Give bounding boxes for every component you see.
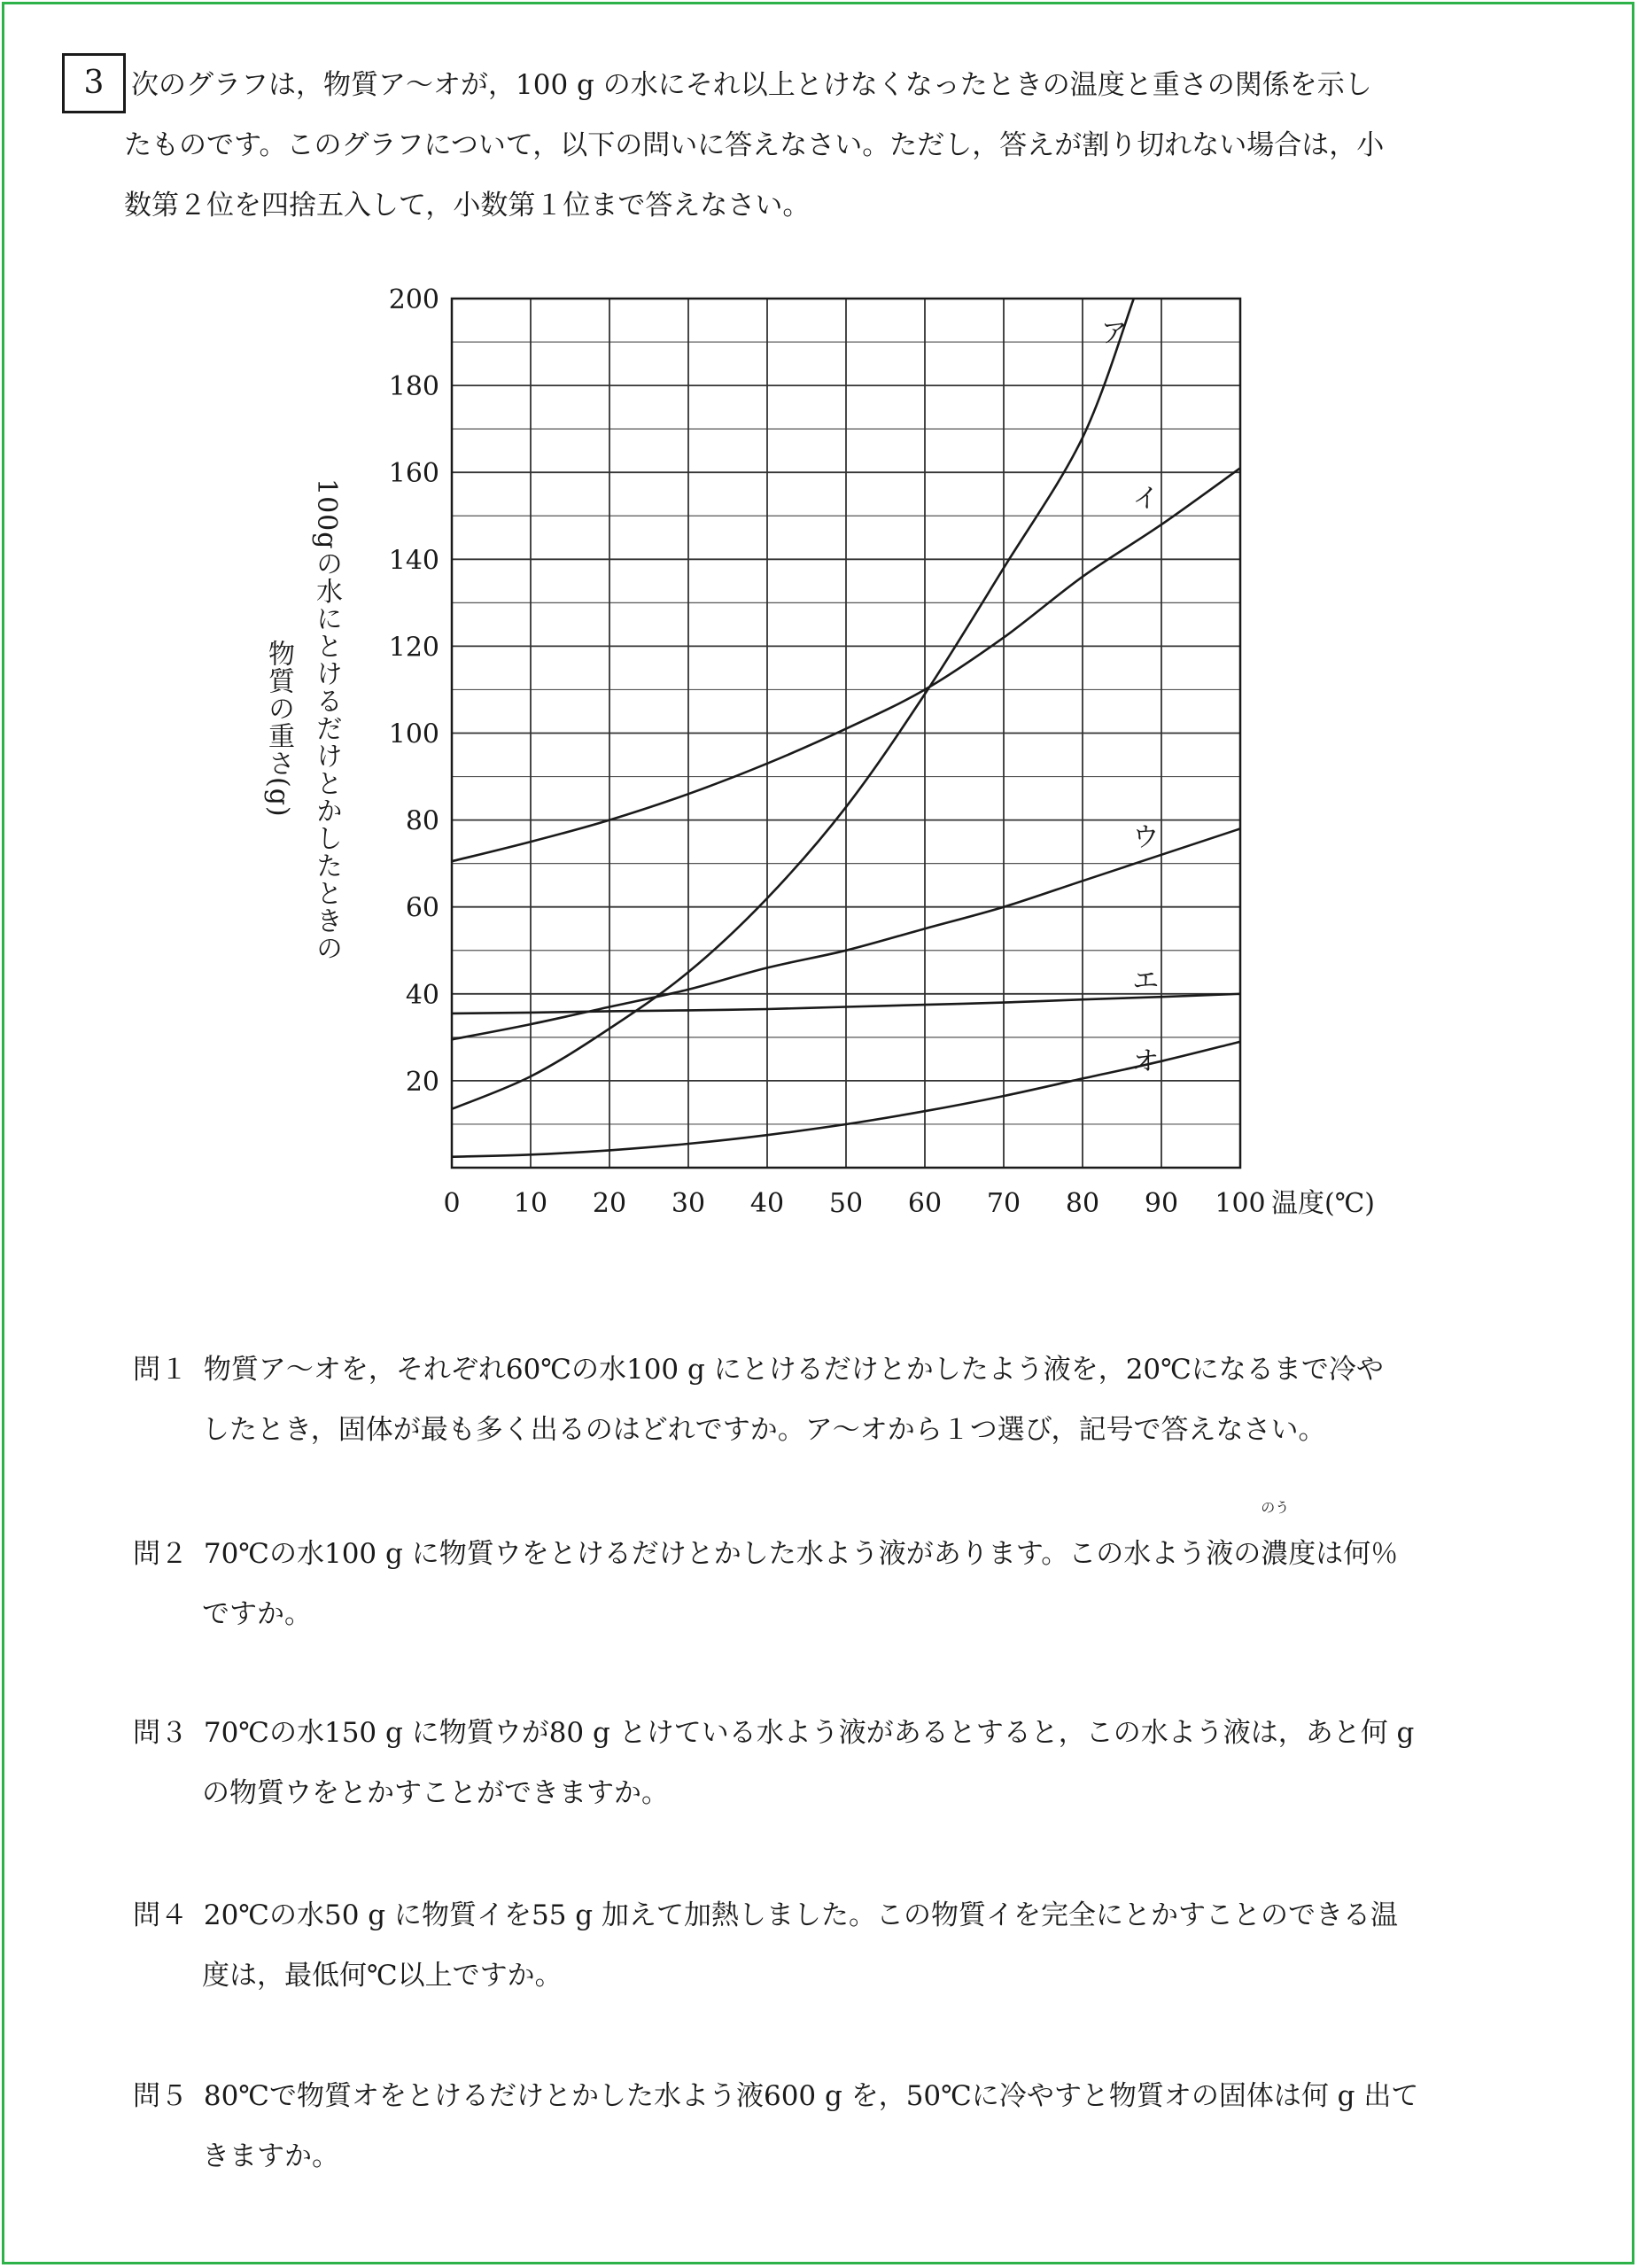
y-tick-label: 100: [388, 718, 439, 750]
question-5: [133, 2066, 1550, 2186]
question-4-line-1: 20℃の水50 g に物質イを55 g 加えて加熱しました。この物質イを完全にとかすことのできる温: [203, 1899, 1398, 1931]
x-tick-label: 50: [828, 1188, 864, 1219]
question-1-label: 問１: [133, 1354, 188, 1386]
intro-line-3: 数第２位を四捨五入して，小数第１位まで答えなさい。: [124, 190, 811, 221]
question-4-line-2: 度は，最低何℃以上ですか。: [202, 1960, 563, 1992]
x-tick-label: 80: [1065, 1188, 1100, 1219]
question-2-line-2: ですか。: [202, 1598, 312, 1630]
intro-line-2: たものです。このグラフについて，以下の問いに答えなさい。ただし，答えが割り切れない場合は，小: [124, 129, 1385, 161]
question-2-line-1-post: 度は何％: [1288, 1538, 1399, 1570]
y-tick-label: 20: [405, 1066, 439, 1098]
x-tick-label: 90: [1144, 1188, 1179, 1219]
intro-line-1: 次のグラフは，物質ア～オが，100 g の水にそれ以上とけなくなったときの温度と重さの関係を示し: [131, 69, 1372, 101]
y-tick-label: 180: [388, 371, 439, 403]
question-3-line-2: の物質ウをとかすことができますか。: [202, 1777, 669, 1809]
question-5-line-2: きますか。: [202, 2140, 339, 2172]
question-2-line-1-pre: 70℃の水100 g に物質ウをとけるだけとかした水よう液があります。この水よう液の: [203, 1538, 1261, 1570]
x-axis-label: 温度(℃): [1271, 1188, 1375, 1219]
x-tick-label: 20: [592, 1188, 627, 1219]
x-tick-label: 60: [907, 1188, 943, 1219]
y-tick-label: 80: [405, 805, 439, 837]
question-5-label: 問５: [133, 2080, 188, 2112]
x-tick-label: 0: [443, 1188, 461, 1219]
ruby-character: [1261, 1499, 1290, 1584]
question-2-label: 問２: [133, 1538, 188, 1570]
series-line-1: [452, 299, 1134, 1109]
question-number-box: 3: [62, 53, 126, 113]
y-axis-label-line-1: 100gの水にとけるだけとかしたときの: [311, 478, 342, 962]
x-tick-label: 40: [749, 1188, 785, 1219]
ruby-base: 濃: [1261, 1538, 1289, 1570]
y-tick-label: 40: [405, 979, 439, 1011]
question-2: [133, 1499, 1550, 1644]
series-label: オ: [1132, 1045, 1160, 1077]
x-tick-label: 10: [513, 1188, 548, 1219]
x-tick-label: 100: [1215, 1188, 1266, 1219]
series-label: ア: [1100, 318, 1128, 350]
series-label: イ: [1132, 483, 1160, 515]
question-3-line-1: 70℃の水150 g に物質ウが80 g とけている水よう液があるとすると，この水よう液は，あと何 g: [203, 1717, 1415, 1749]
y-tick-label: 140: [388, 545, 439, 577]
question-5-line-1: 80℃で物質オをとけるだけとかした水よう液600 g を，50℃に冷やすと物質オの固体は何 g 出て: [203, 2080, 1419, 2112]
x-tick-label: 30: [671, 1188, 706, 1219]
question-4-label: 問４: [133, 1899, 188, 1931]
y-axis-label-line-2: 物質の重さ(g): [263, 640, 294, 818]
question-1: [133, 1340, 1550, 1460]
y-tick-label: 160: [388, 458, 439, 490]
question-1-line-2: したとき，固体が最も多く出るのはどれですか。ア～オから１つ選び，記号で答えなさい。: [202, 1414, 1326, 1446]
y-tick-label: 60: [405, 892, 439, 924]
question-4: [133, 1885, 1550, 2006]
y-tick-label: 200: [388, 284, 439, 315]
y-tick-label: 120: [388, 632, 439, 664]
question-3: [133, 1703, 1550, 1823]
question-3-label: 問３: [133, 1717, 188, 1749]
ruby-reading: のう: [1261, 1499, 1290, 1516]
series-label: ウ: [1132, 822, 1160, 854]
x-tick-label: 70: [986, 1188, 1021, 1219]
series-label: エ: [1132, 966, 1160, 998]
question-1-line-1: 物質ア～オを，それぞれ60℃の水100 g にとけるだけとかしたよう液を，20℃になるまで冷や: [203, 1354, 1384, 1386]
